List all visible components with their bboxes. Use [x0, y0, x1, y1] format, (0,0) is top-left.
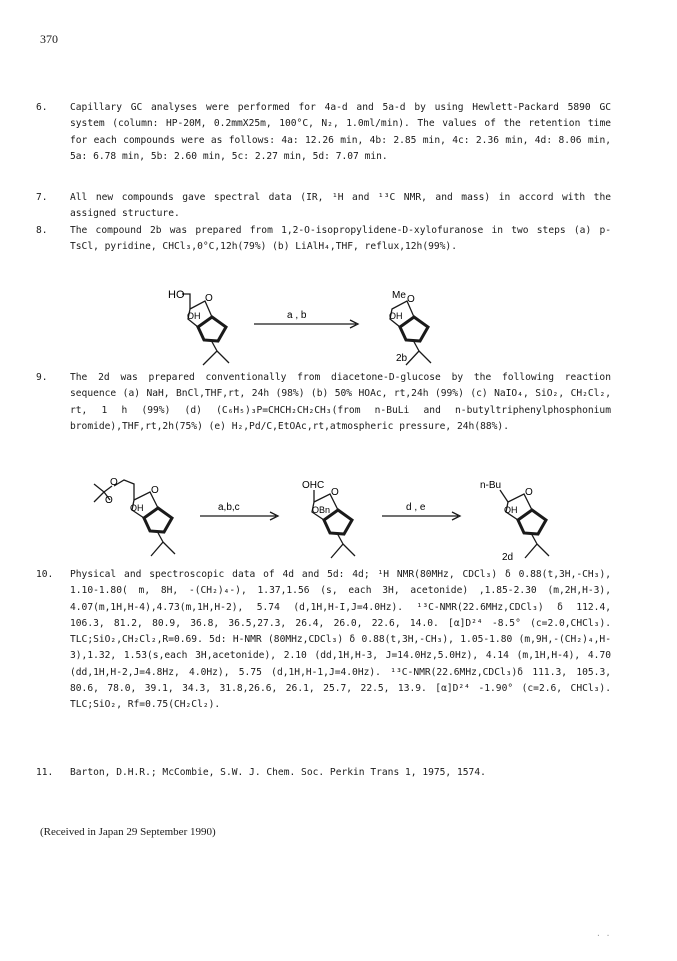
- hydroxyl-label: OH: [187, 311, 201, 321]
- benzyloxy-label: OBn: [312, 505, 331, 515]
- ring-oxygen-label: O: [525, 487, 533, 498]
- ring-oxygen-label: O: [151, 485, 159, 496]
- scheme-2d: [80, 476, 600, 568]
- received-date: (Received in Japan 29 September 1990): [40, 826, 216, 838]
- note-text: Capillary GC analyses were performed for 4a-d and 5a-d by using Hewlett-Packard 5890 GC system (column: HP-20M, 0.2mmX25m, 100°C, N₂, 1.0ml/min). The values of the retention time for each compounds were as follows: 4a: 12.26 min, 4b: 2.85 min, 4c: 2.36 min, 4d: 8.06 min, 5a: 6.78 min, 5b: 2.60 min, 5c: 2.27 min, 5d: 7.07 min.: [70, 102, 611, 162]
- note-text: Physical and spectroscopic data of 4d and 5d: 4d; ¹H NMR(80MHz, CDCl₃) δ 0.88(t,3H,-CH₃), 1.10-1.80( m, 8H, -(CH₂)₄-), 1.37,1.56 (s, each 3H, acetonide) ,1.85-2.30 (m,2H,H-3), 4.07(m,1H,H-4),4.73(m,1H,H-2), 5.74 (d,1H,H-I,J=4.0Hz). ¹³C-NMR(22.6MHz,CDCl₃) δ 112.4, 106.3, 81.2, 80.9, 36.8, 36.5,27.3, 26.4, 26.0, 22.6, 14.0. [α]D²⁴ -8.5° (c=2.0,CHCl₃). TLC;SiO₂,CH₂Cl₂,R=0.69. 5d: H-NMR (80MHz,CDCl₃) δ 0.88(t,3H,-CH₃), 1.05-1.80 (m,9H,-(CH₂)₄,H-3),1.32, 1.53(s,each 3H,acetonide), 2.10 (dd,1H,H-3, J=14.0Hz,5.0Hz), 4.14 (m,1H,H-4), 4.70 (dd,1H,H-2,J=4.8Hz, 4.0Hz), 5.75 (d,1H,H-1,J=4.0Hz). ¹³C-NMR(22.6MHz,CDCl₃)δ 111.3, 105.3, 80.6, 78.0, 39.1, 34.3, 31.8,26.6, 26.1, 25.7, 22.5, 13.9. [α]D²⁴ -1.90° (c=2.6, CHCl₃). TLC;SiO₂, Rf=0.75(CH₂Cl₂).: [70, 569, 611, 711]
- note-text: The compound 2b was prepared from 1,2-O-isopropylidene-D-xylofuranose in two steps (a) p-TsCl, pyridine, CHCl₃,0°C,12h(79%) (b) LiAlH₄,THF, reflux,12h(99%).: [70, 225, 611, 253]
- note-6: [36, 100, 611, 165]
- note-9: [36, 370, 611, 435]
- note-11: [36, 765, 611, 781]
- hydroxyl-label: OH: [504, 505, 518, 515]
- reaction-conditions-abc: a,b,c: [218, 502, 240, 513]
- ring-oxygen-label: O: [407, 294, 415, 305]
- note-10: [36, 567, 611, 714]
- note-number: 6.: [36, 102, 48, 113]
- methyl-label: Me: [392, 290, 406, 301]
- aldehyde-label: OHC: [302, 480, 325, 491]
- hydroxymethyl-label: HO: [168, 289, 185, 301]
- ring-oxygen-label: O: [205, 293, 213, 304]
- reaction-conditions: a , b: [287, 310, 307, 321]
- hydroxyl-label: OH: [130, 503, 144, 513]
- compound-2d-label: 2d: [502, 552, 514, 563]
- note-number: 11.: [36, 767, 54, 778]
- acetonide-oxygen-label: O: [105, 495, 113, 506]
- ring-oxygen-label: O: [331, 487, 339, 498]
- note-8: [36, 223, 611, 256]
- acetonide-oxygen-label: O: [110, 477, 118, 488]
- note-number: 9.: [36, 372, 48, 383]
- scheme-2b: [160, 285, 480, 373]
- note-text: Barton, D.H.R.; McCombie, S.W. J. Chem. Soc. Perkin Trans 1, 1975, 1574.: [70, 767, 486, 778]
- note-number: 7.: [36, 192, 48, 203]
- corner-mark: · ·: [596, 931, 611, 940]
- note-7: [36, 190, 611, 223]
- hydroxyl-label: OH: [389, 311, 403, 321]
- note-text: The 2d was prepared conventionally from diacetone-D-glucose by the following reaction sequence (a) NaH, BnCl,THF,rt, 24h (98%) (b) 50% HOAc, rt,24h (99%) (c) NaIO₄, SiO₂, CH₂Cl₂, rt, 1 h (99%) (d) (C₆H₅)₃P=CHCH₂CH₂CH₃(from n-BuLi and n-butyltriphenylphosphonium bromide),THF,rt,2h(75%) (e) H₂,Pd/C,EtOAc,rt,atmospheric pressure, 24h(88%).: [70, 372, 611, 432]
- note-number: 10.: [36, 569, 54, 580]
- compound-2b-label: 2b: [396, 353, 408, 364]
- page-number: 370: [40, 32, 58, 46]
- note-number: 8.: [36, 225, 48, 236]
- note-text: All new compounds gave spectral data (IR, ¹H and ¹³C NMR, and mass) in accord with the assigned structure.: [70, 192, 611, 220]
- butyl-label: n-Bu: [480, 480, 502, 491]
- reaction-conditions-de: d , e: [406, 502, 426, 513]
